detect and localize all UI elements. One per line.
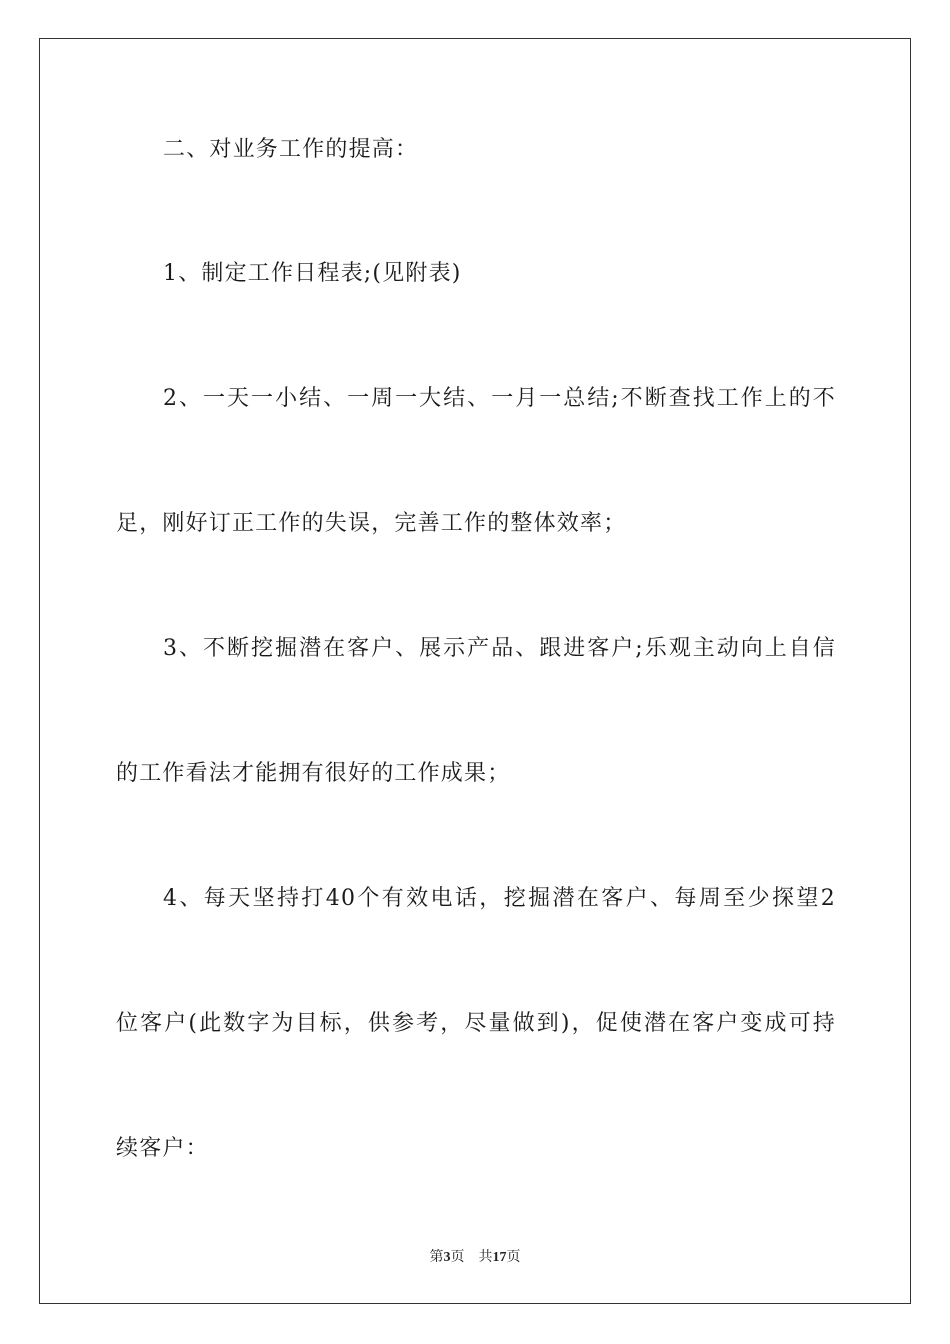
footer-page-prefix: 第 xyxy=(429,1250,444,1265)
footer-total-pages: 17 xyxy=(492,1250,507,1265)
page-border xyxy=(39,38,911,1304)
footer-current-page: 3 xyxy=(443,1250,451,1265)
paragraph-line: 1、制定工作日程表;(见附表) xyxy=(163,261,462,286)
page-footer xyxy=(0,1246,950,1266)
paragraph-line: 位客户(此数字为目标，供参考，尽量做到)，促使潜在客户变成可持 xyxy=(116,1011,836,1036)
paragraph-line: 3、不断挖掘潜在客户、展示产品、跟进客户;乐观主动向上自信 xyxy=(163,636,836,661)
footer-total-suffix: 页 xyxy=(506,1250,521,1265)
paragraph-line: 足，刚好订正工作的失误，完善工作的整体效率； xyxy=(116,511,627,536)
paragraph-line: 4、每天坚持打40个有效电话，挖掘潜在客户、每周至少探望2 xyxy=(163,886,836,911)
footer-total-prefix: 共 xyxy=(478,1250,493,1265)
section-heading: 二、对业务工作的提高： xyxy=(163,137,419,162)
paragraph-line: 的工作看法才能拥有很好的工作成果； xyxy=(116,761,511,786)
footer-page-suffix: 页 xyxy=(450,1250,465,1265)
paragraph-line: 续客户： xyxy=(116,1136,209,1161)
paragraph-line: 2、一天一小结、一周一大结、一月一总结;不断查找工作上的不 xyxy=(163,386,836,411)
